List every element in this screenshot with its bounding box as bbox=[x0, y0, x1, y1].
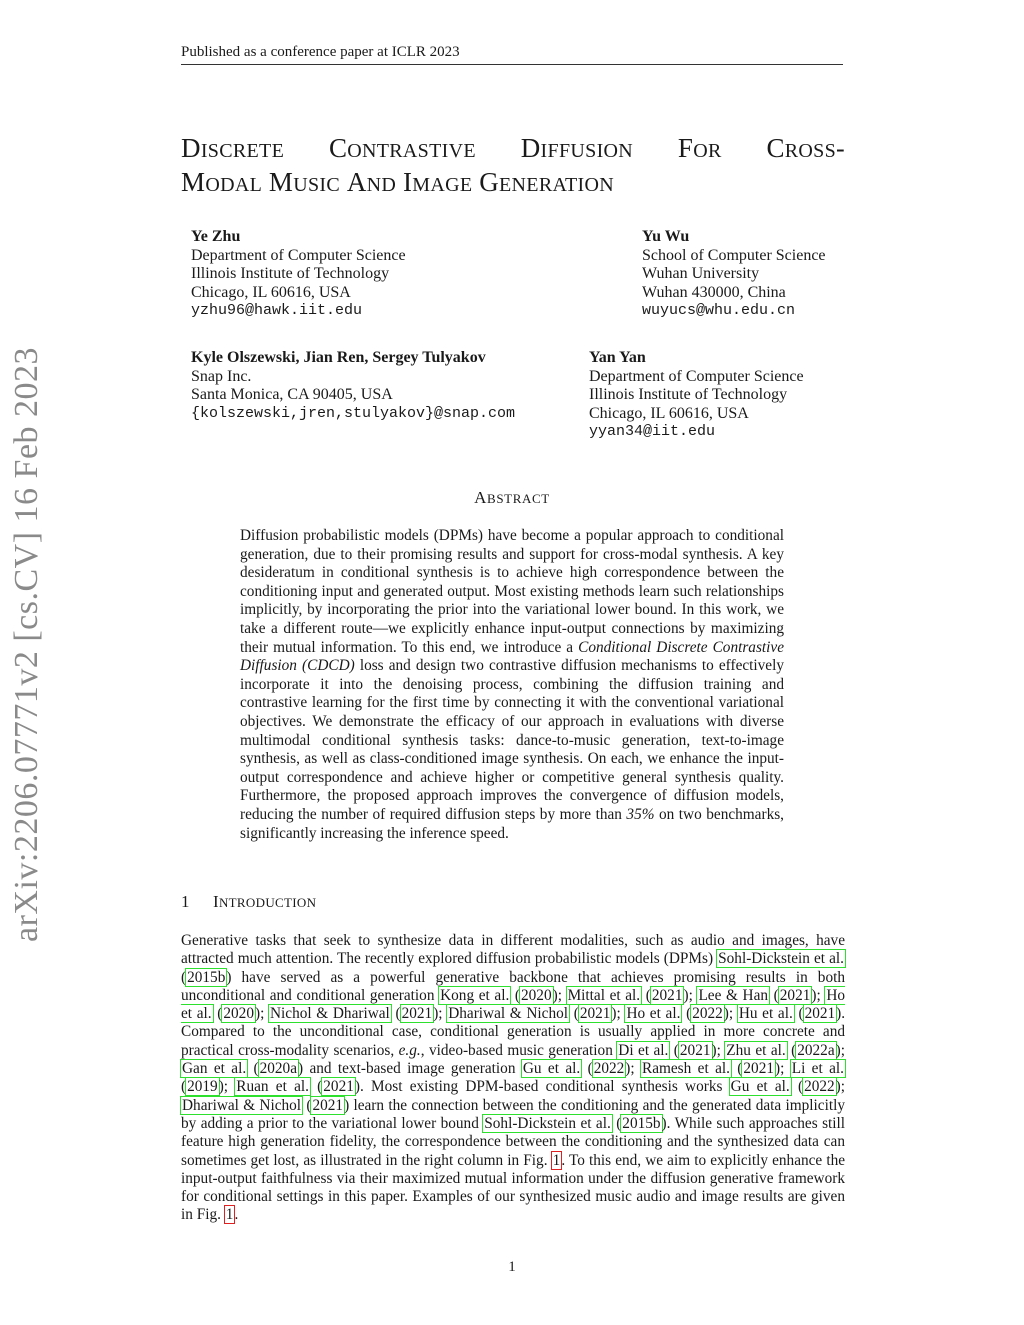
citation-link[interactable]: 2021 bbox=[312, 1096, 344, 1114]
body-text: ( bbox=[769, 986, 779, 1004]
citation-link[interactable]: Ramesh et al. bbox=[642, 1060, 730, 1078]
citation-link[interactable]: Dhariwal & Nichol bbox=[182, 1096, 302, 1114]
title-line-1 bbox=[181, 133, 845, 164]
body-text: ); bbox=[218, 1078, 236, 1096]
citation-link[interactable]: Di et al. bbox=[618, 1041, 669, 1059]
author-email: wuyucs@whu.edu.cn bbox=[642, 302, 796, 319]
header-rule bbox=[181, 64, 843, 65]
body-text: ); bbox=[683, 986, 698, 1004]
title-word: FOR bbox=[677, 133, 722, 163]
body-text: . bbox=[234, 1206, 239, 1224]
citation-link[interactable]: 2021 bbox=[679, 1041, 711, 1059]
citation-link[interactable]: 2022a bbox=[797, 1041, 835, 1059]
author-email: {kolszewski,jren,stulyakov}@snap.com bbox=[191, 404, 516, 422]
citation-link[interactable]: 2021 bbox=[804, 1005, 836, 1023]
citation-link[interactable]: 2020 bbox=[223, 1005, 254, 1023]
author-affiliation-line: Department of Computer Science bbox=[191, 246, 406, 264]
arxiv-identifier-stamp: arXiv:2206.07771v2 [cs.CV] 16 Feb 2023 bbox=[8, 346, 45, 942]
body-text: ( bbox=[786, 1041, 797, 1059]
citation-link[interactable]: 2021 bbox=[401, 1005, 433, 1023]
body-text: ( bbox=[669, 1041, 679, 1059]
body-text: ( bbox=[212, 1005, 223, 1023]
body-text: ( bbox=[181, 968, 187, 986]
body-text: ( bbox=[730, 1060, 743, 1078]
abstract-body bbox=[240, 527, 784, 843]
body-text: ); bbox=[552, 986, 567, 1004]
citation-link[interactable]: Dhariwal & Nichol bbox=[448, 1005, 569, 1023]
author-block bbox=[191, 228, 406, 321]
author-block bbox=[642, 228, 826, 321]
body-text: ). Compared to the unconditional case, conditional generation is usually applied in more concrete and practical cross-modality scenarios, bbox=[181, 1005, 846, 1059]
citation-link[interactable]: 2015b bbox=[187, 968, 226, 986]
body-text: ( bbox=[790, 1078, 804, 1096]
author-block bbox=[589, 349, 804, 442]
page-number: 1 bbox=[508, 1259, 516, 1275]
figure-reference-link[interactable]: 1 bbox=[552, 1151, 561, 1169]
citation-link[interactable]: 2022 bbox=[692, 1005, 723, 1023]
body-text: ); bbox=[433, 1005, 448, 1023]
body-text: ); bbox=[811, 986, 826, 1004]
body-text: ); bbox=[611, 1005, 626, 1023]
body-text: ( bbox=[247, 1060, 259, 1078]
body-text: ); bbox=[625, 1060, 641, 1078]
body-text: ( bbox=[390, 1005, 401, 1023]
body-text: , video-based music generation bbox=[420, 1041, 618, 1059]
citation-link[interactable]: 2022 bbox=[804, 1078, 835, 1096]
citation-link[interactable]: Gan et al. bbox=[182, 1060, 247, 1078]
body-text: ( bbox=[581, 1060, 593, 1078]
body-text: ) learn the connection between the conditioning and the generated data implicitly by adding a prior to the variational lower bound bbox=[181, 1096, 845, 1132]
body-text: ( bbox=[641, 986, 651, 1004]
body-text: ( bbox=[793, 1005, 804, 1023]
citation-link[interactable]: 2020a bbox=[259, 1060, 297, 1078]
citation-link[interactable]: Zhu et al. bbox=[726, 1041, 786, 1059]
citation-link[interactable]: Li et al. bbox=[791, 1060, 844, 1078]
author-email: yyan34@iit.edu bbox=[589, 423, 716, 440]
citation-link[interactable]: Hu et al. bbox=[738, 1005, 793, 1023]
body-text: ) have served as a powerful generative backbone that achieves promising results in both unconditional and conditional generation bbox=[181, 968, 845, 1004]
abstract-heading: ABSTRACT bbox=[474, 488, 550, 507]
author-affiliation-line: School of Computer Science bbox=[642, 246, 826, 264]
author-email: yzhu96@hawk.iit.edu bbox=[191, 302, 363, 319]
citation-link[interactable]: Sohl-Dickstein et al. bbox=[718, 950, 845, 968]
title-word: DIFFUSION bbox=[520, 133, 634, 163]
title-word: CONTRASTIVE bbox=[328, 133, 476, 163]
citation-link[interactable]: 2020 bbox=[521, 986, 552, 1004]
citation-link[interactable]: Gu et al. bbox=[522, 1060, 581, 1078]
author-affiliation-line: Santa Monica, CA 90405, USA bbox=[191, 386, 393, 403]
citation-link[interactable]: 2021 bbox=[579, 1005, 611, 1023]
author-names: Yan Yan bbox=[589, 349, 646, 366]
body-text: Diffusion probabilistic models (DPMs) have become a popular approach to conditional generation, due to their promising results and support for cross-modal synthesis. A key desideratum in conditional synthesis is to achieve high correspondence between the conditioning input and generated output. Most existing methods learn such relationships implicitly, by incorporating the prior into the variational lower bound. In this work, we take a different route—we explicitly enhance input-output connections by maximizing their mutual information. To this end, we introduce a bbox=[240, 527, 784, 656]
body-text: ); bbox=[254, 1005, 269, 1023]
author-affiliation-line: Wuhan University bbox=[642, 265, 760, 282]
author-names: Ye Zhu bbox=[191, 228, 241, 245]
citation-link[interactable]: 2021 bbox=[651, 986, 683, 1004]
body-text: ( bbox=[569, 1005, 579, 1023]
introduction-body bbox=[181, 932, 845, 1225]
author-block bbox=[191, 349, 515, 423]
body-text: ). While such approaches still feature high generation fidelity, the correspondence between the conditioning and the synthesized data can sometimes get lost, as illustrated in the right column in Fig. bbox=[181, 1114, 846, 1169]
citation-link[interactable]: 2021 bbox=[743, 1060, 774, 1078]
citation-link[interactable]: 2021 bbox=[779, 986, 811, 1004]
citation-link[interactable]: Nichol & Dhariwal bbox=[270, 1005, 390, 1023]
citation-link[interactable]: Kong et al. bbox=[440, 986, 510, 1004]
title-word: CROSS- bbox=[766, 133, 845, 163]
author-affiliation-line: Chicago, IL 60616, USA bbox=[589, 404, 749, 422]
body-text: Generative tasks that seek to synthesize data in different modalities, such as audio and images, have attracted much attention. The recently explored diffusion probabilistic models (DPMs) bbox=[181, 932, 845, 968]
citation-link[interactable]: 2019 bbox=[187, 1078, 218, 1096]
body-text: ( bbox=[302, 1096, 312, 1114]
body-text: ( bbox=[510, 986, 520, 1004]
citation-link[interactable]: Mittal et al. bbox=[567, 986, 641, 1004]
author-affiliation-line: Illinois Institute of Technology bbox=[191, 265, 390, 282]
body-text: ); bbox=[711, 1041, 726, 1059]
conference-header: Published as a conference paper at ICLR 2023 bbox=[181, 44, 460, 60]
body-text: ( bbox=[181, 1078, 187, 1096]
section-heading bbox=[181, 892, 316, 912]
emphasis-text: e.g. bbox=[398, 1041, 421, 1059]
author-affiliation-line: Chicago, IL 60616, USA bbox=[191, 283, 351, 301]
title-line-2: MODAL MUSIC AND IMAGE GENERATION bbox=[181, 167, 614, 197]
citation-link[interactable]: Gu et al. bbox=[730, 1078, 790, 1096]
citation-link[interactable]: Ho et al. bbox=[626, 1005, 681, 1023]
author-affiliation-line: Wuhan 430000, China bbox=[642, 283, 786, 301]
body-text: ); bbox=[835, 1078, 846, 1096]
author-affiliation-line: Snap Inc. bbox=[191, 367, 252, 385]
body-text: loss and design two contrastive diffusion mechanisms to effectively incorporate it into the denoising process, combining the diffusion training and contrastive learning for the first time by connecting it with the conventional variational objectives. We demonstrate the efficacy of our approach in evaluations with diverse multimodal conditional synthesis tasks: dance-to-music generation, text-to-image synthesis, as well as class-conditioned image synthesis. On each, we enhance the input-output correspondence and achieve higher or competitive general synthesis quality. Furthermore, the proposed approach improves the convergence of diffusion models, reducing the number of required diffusion steps by more than bbox=[240, 657, 784, 823]
citation-link[interactable]: 2022 bbox=[593, 1060, 625, 1078]
author-affiliation-line: Department of Computer Science bbox=[589, 367, 804, 385]
author-names: Yu Wu bbox=[642, 228, 690, 245]
citation-link[interactable]: Ruan et al. bbox=[236, 1078, 309, 1096]
section-number: 1 bbox=[181, 892, 190, 911]
body-text: on two benchmarks, significantly increasing the inference speed. bbox=[240, 805, 784, 842]
body-text: ( bbox=[611, 1114, 622, 1132]
author-names: Kyle Olszewski, Jian Ren, Sergey Tulyakov bbox=[191, 349, 486, 366]
body-text: ) and text-based image generation bbox=[298, 1060, 522, 1078]
body-text: ); bbox=[835, 1041, 845, 1059]
body-text: ); bbox=[775, 1060, 791, 1078]
body-text: ( bbox=[681, 1005, 692, 1023]
title-word: DISCRETE bbox=[181, 133, 285, 163]
citation-link[interactable]: 2015b bbox=[622, 1114, 661, 1132]
body-text: ). Most existing DPM-based conditional synthesis works bbox=[354, 1078, 730, 1096]
citation-link[interactable]: Lee & Han bbox=[698, 986, 769, 1004]
citation-link[interactable]: Sohl-Dickstein et al. bbox=[484, 1114, 611, 1132]
emphasis-text: Conditional Discrete Contrastive Diffusion (CDCD) bbox=[240, 638, 784, 675]
emphasis-text: 35% bbox=[626, 805, 655, 823]
body-text: ); bbox=[723, 1005, 738, 1023]
author-affiliation-line: Illinois Institute of Technology bbox=[589, 386, 788, 403]
figure-reference-link[interactable]: 1 bbox=[225, 1206, 234, 1224]
body-text: ( bbox=[309, 1078, 323, 1096]
citation-link[interactable]: 2021 bbox=[323, 1078, 354, 1096]
citation-link[interactable]: Ho et al. bbox=[181, 986, 846, 1023]
section-title: INTRODUCTION bbox=[213, 892, 317, 911]
body-text: . To this end, we aim to explicitly enhance the input-output faithfulness via their maximized mutual information under the diffusion generative framework for conditional settings in this paper. Examples of our synthesized music audio and image results are given in Fig. bbox=[181, 1151, 846, 1224]
